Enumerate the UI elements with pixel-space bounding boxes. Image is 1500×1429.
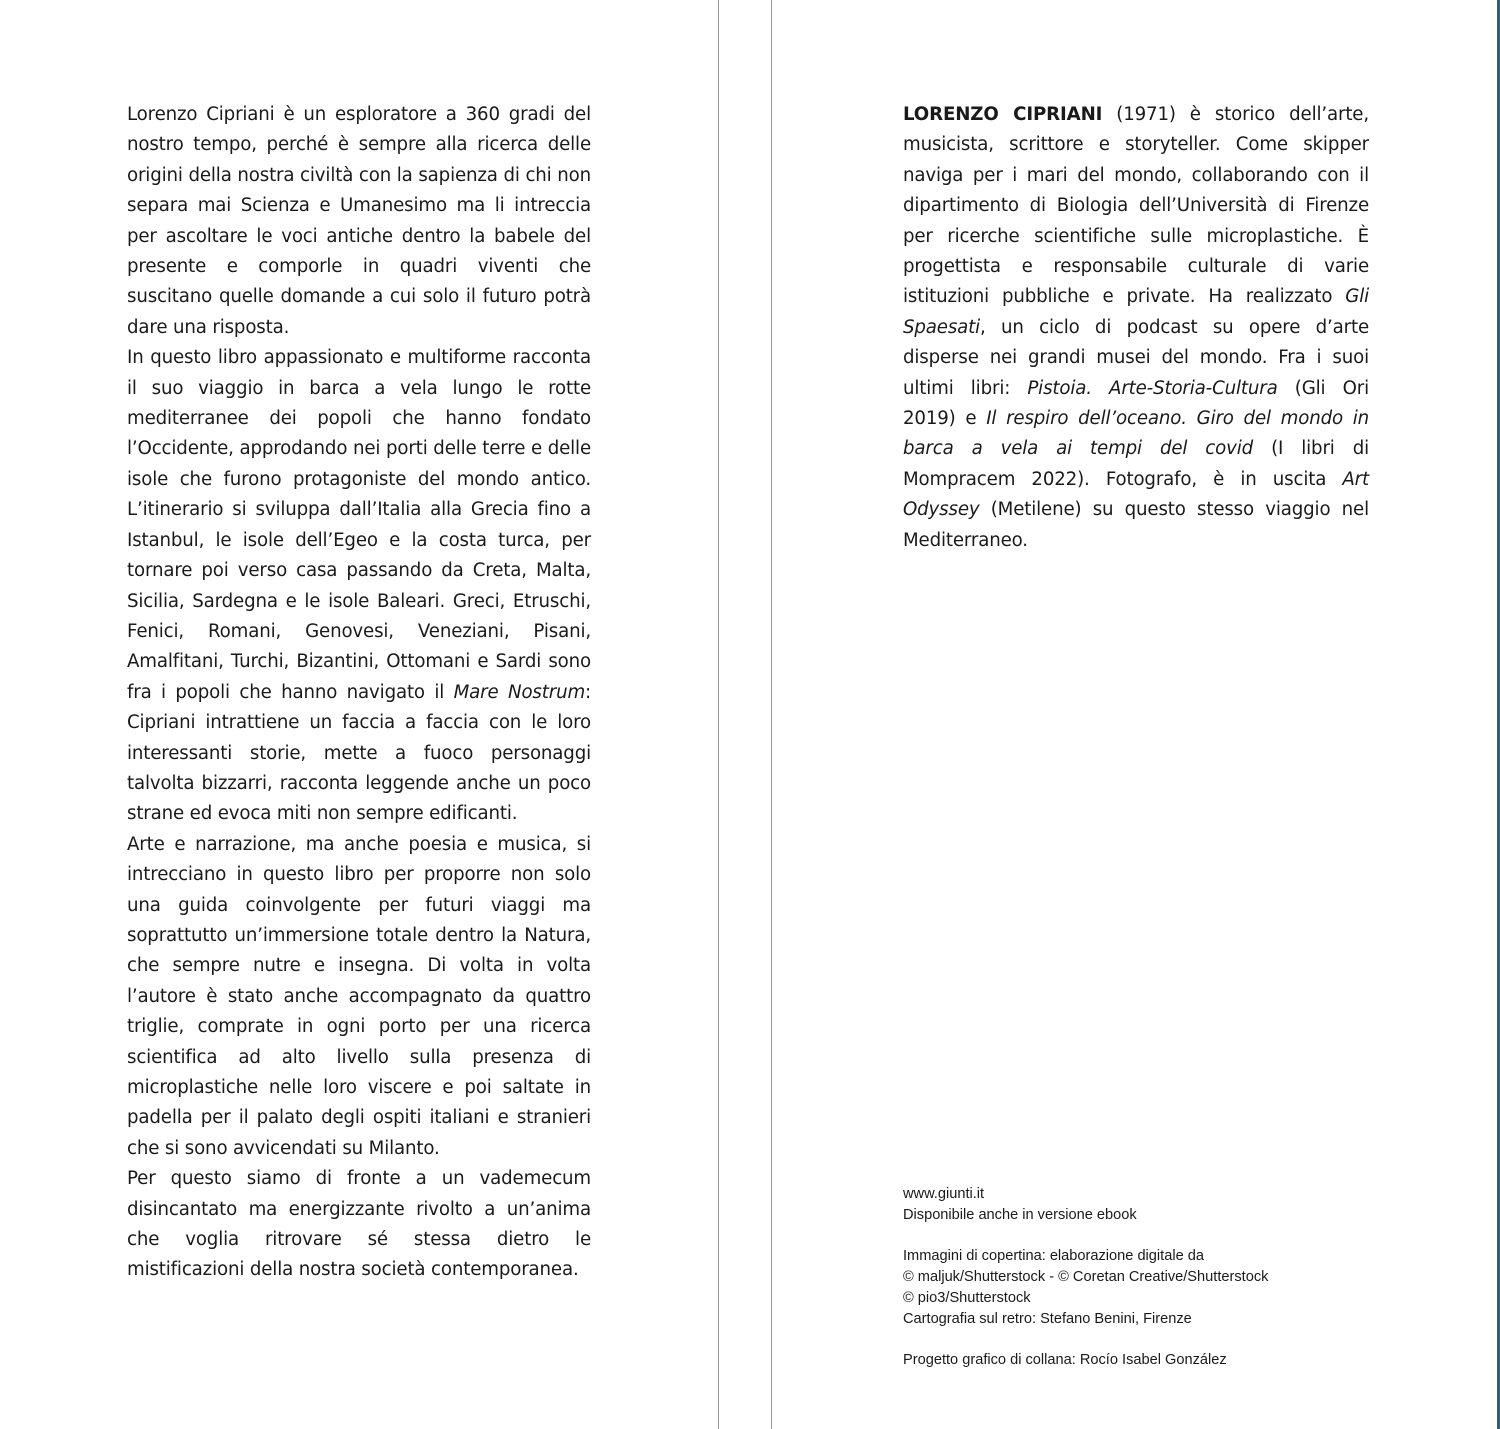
cover-credit-line-1: Immagini di copertina: elaborazione digitale da: [903, 1248, 1204, 1264]
synopsis-paragraph-1: Lorenzo Cipriani è un esploratore a 360 gradi del nostro tempo, perché è sempre alla ricerca delle origini della nostra civiltà con la sapienza di chi non separa mai Scienza e Umanesimo ma li intreccia per ascoltare le voci antiche dentro la babele del presente e comporle in quadri viventi che suscitano quelle domande a cui solo il futuro potrà dare una risposta.: [127, 104, 591, 338]
bio-title-gli-spaesati: Gli Spaesati: [903, 286, 1369, 338]
right-flap: [771, 0, 1500, 1429]
synopsis-paragraph-3: Arte e narrazione, ma anche poesia e musica, si intrecciano in questo libro per proporre non solo una guida coinvolgente per futuri viaggi ma soprattutto un’immersione totale dentro la Natura, che sempre nutre e insegna. Di volta in volta l’autore è stato anche accompagnato da quattro triglie, comprate in ogni porto per una ricerca scientifica ad alto livello sulla presenza di microplastiche nelle loro viscere e poi saltate in padella per il palato degli ospiti italiani e stranieri che si sono avvicendati su Milanto.: [127, 833, 591, 1159]
bio-title-il-respiro: Il respiro dell’oceano. Giro del mondo in barca a vela ai tempi del covid: [903, 408, 1369, 460]
bio-text-3: (Gli Ori 2019) e: [903, 377, 1369, 430]
author-bio: [903, 100, 1369, 556]
cover-credit-line-2: © maljuk/Shutterstock - © Coretan Creative/Shutterstock: [903, 1269, 1269, 1285]
spine-gutter: [719, 0, 771, 1429]
synopsis-text: [127, 100, 591, 1286]
mare-nostrum-italic: Mare Nostrum: [453, 681, 586, 703]
credits-spacer: [903, 1330, 1423, 1350]
synopsis-paragraph-2-part-2: : Cipriani intrattiene un faccia a faccia con le loro interessanti storie, mette a fuoco personaggi talvolta bizzarri, racconta leggende anche un poco strane ed evoca miti non sempre edificanti.: [127, 681, 591, 825]
cartography-credit: Cartografia sul retro: Stefano Benini, Firenze: [903, 1311, 1192, 1327]
bio-title-pistoia: Pistoia. Arte-Storia-Cultura: [1027, 377, 1278, 399]
bio-text-1: (1971) è storico dell’arte, musicista, scrittore e storyteller. Come skipper naviga per i mari del mondo, collaborando con il dipartimento di Biologia dell’Università di Firenze per ricerche scientifiche sulle microplastiche. È progettista e responsabile culturale di varie istituzioni pubbliche e private. Ha realizzato: [903, 104, 1369, 308]
synopsis-paragraph-2-part-1: In questo libro appassionato e multiforme racconta il suo viaggio in barca a vela lungo le rotte mediterranee dei popoli che hanno fondato l’Occidente, approdando nei porti delle terre e delle isole che furono protagoniste del mondo antico. L’itinerario si sviluppa dall’Italia alla Grecia fino a Istanbul, le isole dell’Egeo e la costa turca, per tornare poi verso casa passando da Creta, Malta, Sicilia, Sardegna e le isole Baleari. Greci, Etruschi, Fenici, Romani, Genovesi, Veneziani, Pisani, Amalfitani, Turchi, Bizantini, Ottomani e Sardi sono fra i popoli che hanno navigato il: [127, 347, 591, 703]
cover-credit-line-3: © pio3/Shutterstock: [903, 1290, 1031, 1306]
credits-spacer: [903, 1226, 1423, 1246]
bio-text-2: , un ciclo di podcast su opere d’arte disperse nei grandi musei del mondo. Fra i suoi ultimi libri:: [903, 316, 1369, 399]
author-bio-paragraph: [903, 100, 1369, 556]
credits-block: [903, 1184, 1423, 1371]
synopsis-paragraph-2: [127, 343, 591, 830]
left-flap: [0, 0, 719, 1429]
bio-text-4: (I libri di Mompracem 2022). Fotografo, è in uscita: [903, 438, 1369, 490]
bio-text-5: (Metilene) su questo stesso viaggio nel Mediterraneo.: [903, 499, 1369, 551]
ebook-note: Disponibile anche in versione ebook: [903, 1207, 1137, 1223]
website-link[interactable]: www.giunti.it: [903, 1186, 985, 1202]
bio-title-art-odyssey: Art Odyssey: [903, 468, 1369, 521]
author-name: LORENZO CIPRIANI: [903, 104, 1103, 125]
design-credit: Progetto grafico di collana: Rocío Isabel González: [903, 1352, 1227, 1368]
synopsis-paragraph-4: Per questo siamo di fronte a un vademecum disincantato ma energizzante rivolto a un’anima che voglia ritrovare sé stessa dietro le mistificazioni della nostra società contemporanea.: [127, 1168, 591, 1281]
